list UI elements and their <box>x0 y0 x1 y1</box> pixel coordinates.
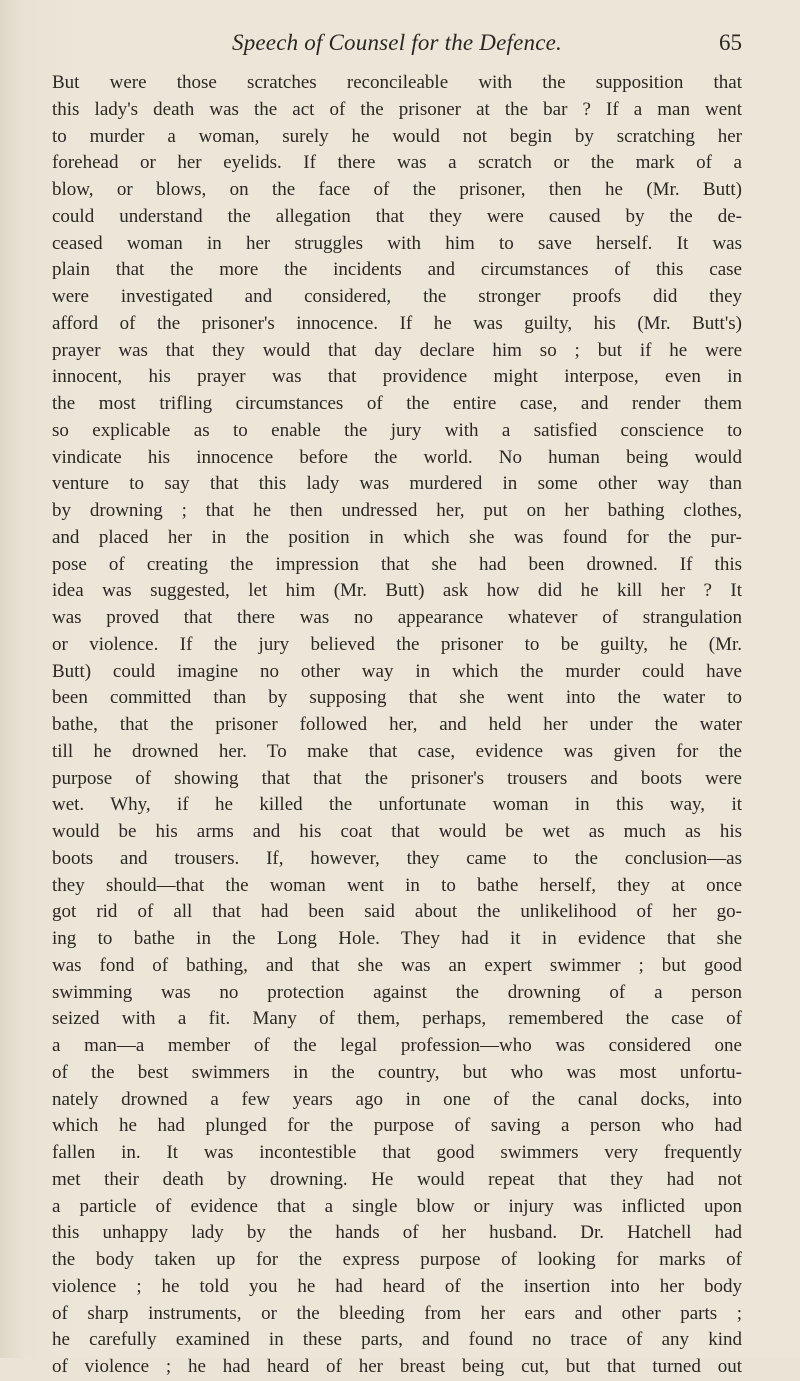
text-line: would be his arms and his coat that would be wet as much as his <box>52 821 742 842</box>
text-line: swimming was no protection against the drowning of a person <box>52 981 742 1003</box>
text-line: afford of the prisoner's innocence. If he was guilty, his (Mr. Butt's) <box>52 312 742 334</box>
text-line: blow, or blows, on the face of the prisoner, then he (Mr. Butt) <box>52 179 742 200</box>
text-line: ing to bathe in the Long Hole. They had it in evidence that she <box>52 928 742 949</box>
text-line: Butt) could imagine no other way in which the murder could have <box>52 660 742 682</box>
text-line: the most trifling circumstances of the entire case, and render them <box>52 393 742 414</box>
text-line: violence ; he told you he had heard of the insertion into her body <box>52 1275 742 1297</box>
text-line: the body taken up for the express purpose of looking for marks of <box>52 1249 742 1270</box>
text-line: to murder a woman, surely he would not begin by scratching her <box>52 125 742 147</box>
page-number: 65 <box>719 30 742 55</box>
text-line: could understand the allegation that they were caused by the de- <box>52 205 742 227</box>
text-line: he carefully examined in these parts, and found no trace of any kind <box>52 1329 742 1351</box>
text-line: purpose of showing that that the prisoner's trousers and boots were <box>52 767 742 789</box>
text-line: was fond of bathing, and that she was an expert swimmer ; but good <box>52 954 742 976</box>
running-head <box>52 30 742 70</box>
text-line: were investigated and considered, the stronger proofs did they <box>52 286 742 307</box>
text-line: idea was suggested, let him (Mr. Butt) ask how did he kill her ? It <box>52 580 742 602</box>
text-line: forehead or her eyelids. If there was a scratch or the mark of a <box>52 152 742 174</box>
text-line: of violence ; he had heard of her breast being cut, but that turned out <box>52 1356 742 1377</box>
text-line: met their death by drowning. He would repeat that they had not <box>52 1168 742 1190</box>
running-title: Speech of Counsel for the Defence. <box>232 30 562 55</box>
text-line: got rid of all that had been said about the unlikelihood of her go- <box>52 901 742 923</box>
text-line: of the best swimmers in the country, but who was most unfortu- <box>52 1061 742 1083</box>
text-line: bathe, that the prisoner followed her, and held her under the water <box>52 714 742 735</box>
text-line: nately drowned a few years ago in one of the canal docks, into <box>52 1088 742 1110</box>
text-line: they should—that the woman went in to bathe herself, they at once <box>52 874 742 896</box>
text-line: wet. Why, if he killed the unfortunate woman in this way, it <box>52 794 742 816</box>
text-line: a particle of evidence that a single blow or injury was inflicted upon <box>52 1195 742 1217</box>
text-line: fallen in. It was incontestible that good swimmers very frequently <box>52 1142 742 1163</box>
text-line: was proved that there was no appearance whatever of strangulation <box>52 607 742 628</box>
text-line: venture to say that this lady was murdered in some other way than <box>52 473 742 495</box>
text-line: prayer was that they would that day declare him so ; but if he were <box>52 339 742 361</box>
text-line: till he drowned her. To make that case, evidence was given for the <box>52 740 742 762</box>
text-line: this lady's death was the act of the prisoner at the bar ? If a man went <box>52 98 742 120</box>
text-line: so explicable as to enable the jury with a satisfied conscience to <box>52 419 742 441</box>
text-line: ceased woman in her struggles with him to save herself. It was <box>52 232 742 254</box>
text-line: or violence. If the jury believed the prisoner to be guilty, he (Mr. <box>52 633 742 655</box>
text-line: vindicate his innocence before the world. No human being would <box>52 446 742 468</box>
text-line: of sharp instruments, or the bleeding from her ears and other parts ; <box>52 1302 742 1324</box>
text-line: But were those scratches reconcileable with the supposition that <box>52 72 742 93</box>
text-line: a man—a member of the legal profession—who was considered one <box>52 1035 742 1056</box>
body-paragraph <box>52 70 742 1381</box>
text-line: pose of creating the impression that she had been drowned. If this <box>52 553 742 575</box>
text-line: been committed than by supposing that she went into the water to <box>52 687 742 709</box>
text-line: which he had plunged for the purpose of saving a person who had <box>52 1115 742 1137</box>
text-line: plain that the more the incidents and circumstances of this case <box>52 259 742 281</box>
text-line: this unhappy lady by the hands of her husband. Dr. Hatchell had <box>52 1222 742 1244</box>
text-line: boots and trousers. If, however, they came to the conclusion—as <box>52 847 742 869</box>
text-line: by drowning ; that he then undressed her, put on her bathing clothes, <box>52 500 742 521</box>
text-line: seized with a fit. Many of them, perhaps, remembered the case of <box>52 1008 742 1030</box>
text-line: and placed her in the position in which she was found for the pur- <box>52 526 742 548</box>
text-line: innocent, his prayer was that providence might interpose, even in <box>52 366 742 388</box>
